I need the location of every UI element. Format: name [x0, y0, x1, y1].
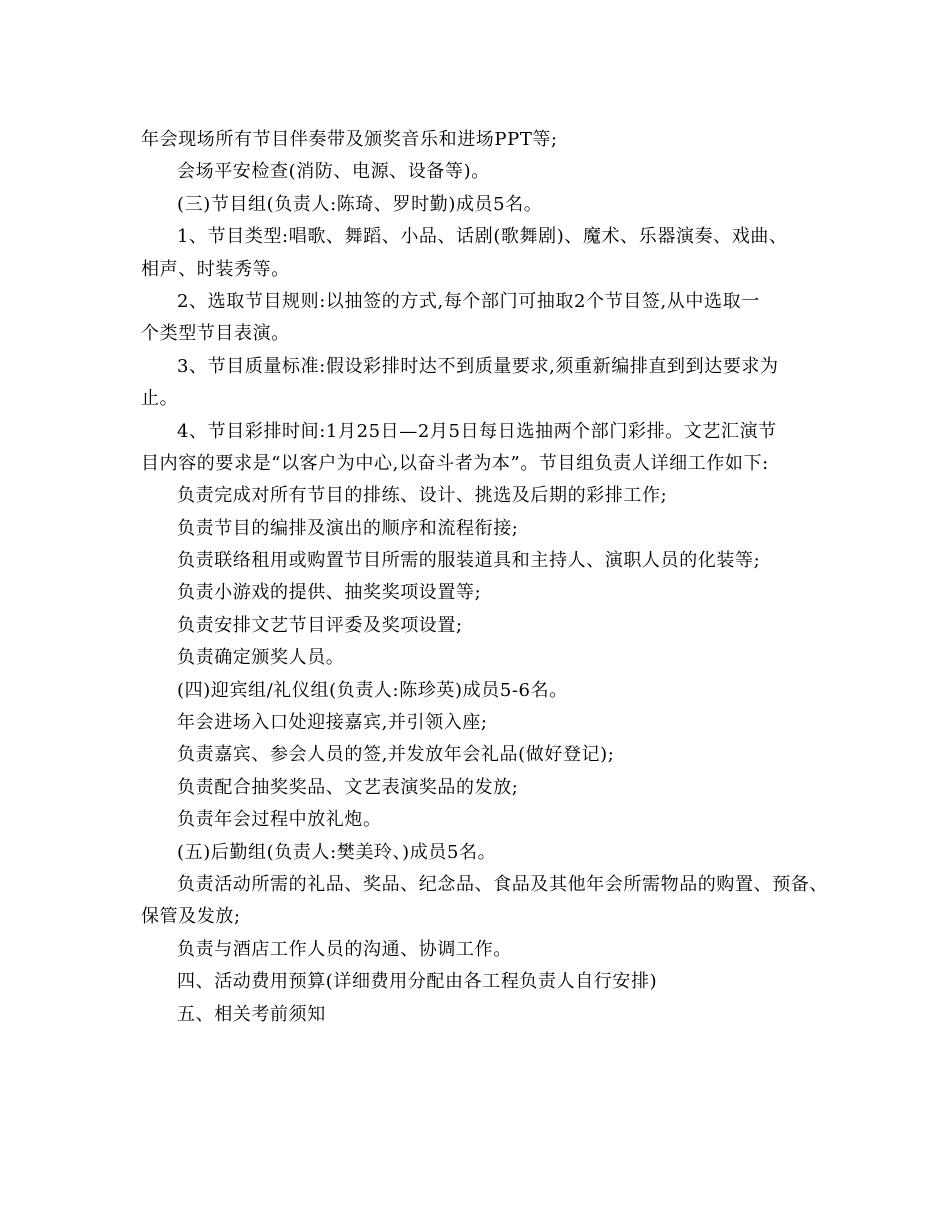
- text-line: 负责确定颁奖人员。: [177, 647, 345, 669]
- text-line: 负责小游戏的提供、抽奖奖项设置等;: [177, 582, 482, 604]
- text-line: 2、选取节目规则:以抽签的方式,每个部门可抽取2个节目签,从中选取一: [177, 290, 760, 312]
- section-heading: 五、相关考前须知: [177, 1003, 326, 1025]
- text-line: 负责与酒店工作人员的沟通、协调工作。: [177, 938, 512, 960]
- text-line: 个类型节目表演。: [141, 323, 290, 345]
- text-line: 保管及发放;: [141, 906, 241, 928]
- text-line: 负责配合抽奖奖品、文艺表演奖品的发放;: [177, 776, 519, 798]
- text-line: 负责年会过程中放礼炮。: [177, 809, 382, 831]
- text-line: 负责嘉宾、参会人员的签,并发放年会礼品(做好登记);: [177, 744, 615, 766]
- text-line: 目内容的要求是“以客户为中心,以奋斗者为本”。节目组负责人详细工作如下:: [141, 452, 769, 474]
- section-heading: (三)节目组(负责人:陈琦、罗时勤)成员5名。: [177, 193, 543, 215]
- text-line: 负责节目的编排及演出的顺序和流程衔接;: [177, 517, 519, 539]
- text-line: 止。: [141, 388, 179, 410]
- text-line: 相声、时装秀等。: [141, 258, 290, 280]
- text-line: 会场平安检查(消防、电源、设备等)。: [177, 161, 490, 183]
- section-heading: (五)后勤组(负责人:樊美玲、)成员5名。: [177, 841, 497, 863]
- text-line: 负责活动所需的礼品、奖品、纪念品、食品及其他年会所需物品的购置、预备、: [177, 873, 828, 895]
- section-heading: 四、活动费用预算(详细费用分配由各工程负责人自行安排): [177, 971, 658, 993]
- text-line: 负责完成对所有节目的排练、设计、挑选及后期的彩排工作;: [177, 485, 668, 507]
- text-line: 4、节目彩排时间:1月25日—2月5日每日选抽两个部门彩排。文艺汇演节: [177, 420, 777, 442]
- text-line: 负责安排文艺节目评委及奖项设置;: [177, 614, 463, 636]
- section-heading: (四)迎宾组/礼仪组(负责人:陈珍英)成员5-6名。: [177, 679, 568, 701]
- text-line: 3、节目质量标准:假设彩排时达不到质量要求,须重新编排直到到达要求为: [177, 355, 779, 377]
- text-line: 1、节目类型:唱歌、舞蹈、小品、话剧(歌舞剧)、魔术、乐器演奏、戏曲、: [177, 226, 788, 248]
- text-line: 年会进场入口处迎接嘉宾,并引领入座;: [177, 712, 488, 734]
- text-line: 年会现场所有节目伴奏带及颁奖音乐和进场PPT等;: [141, 129, 558, 150]
- text-line: 负责联络租用或购置节目所需的服装道具和主持人、演职人员的化装等;: [177, 550, 761, 572]
- document-body: [141, 124, 831, 1031]
